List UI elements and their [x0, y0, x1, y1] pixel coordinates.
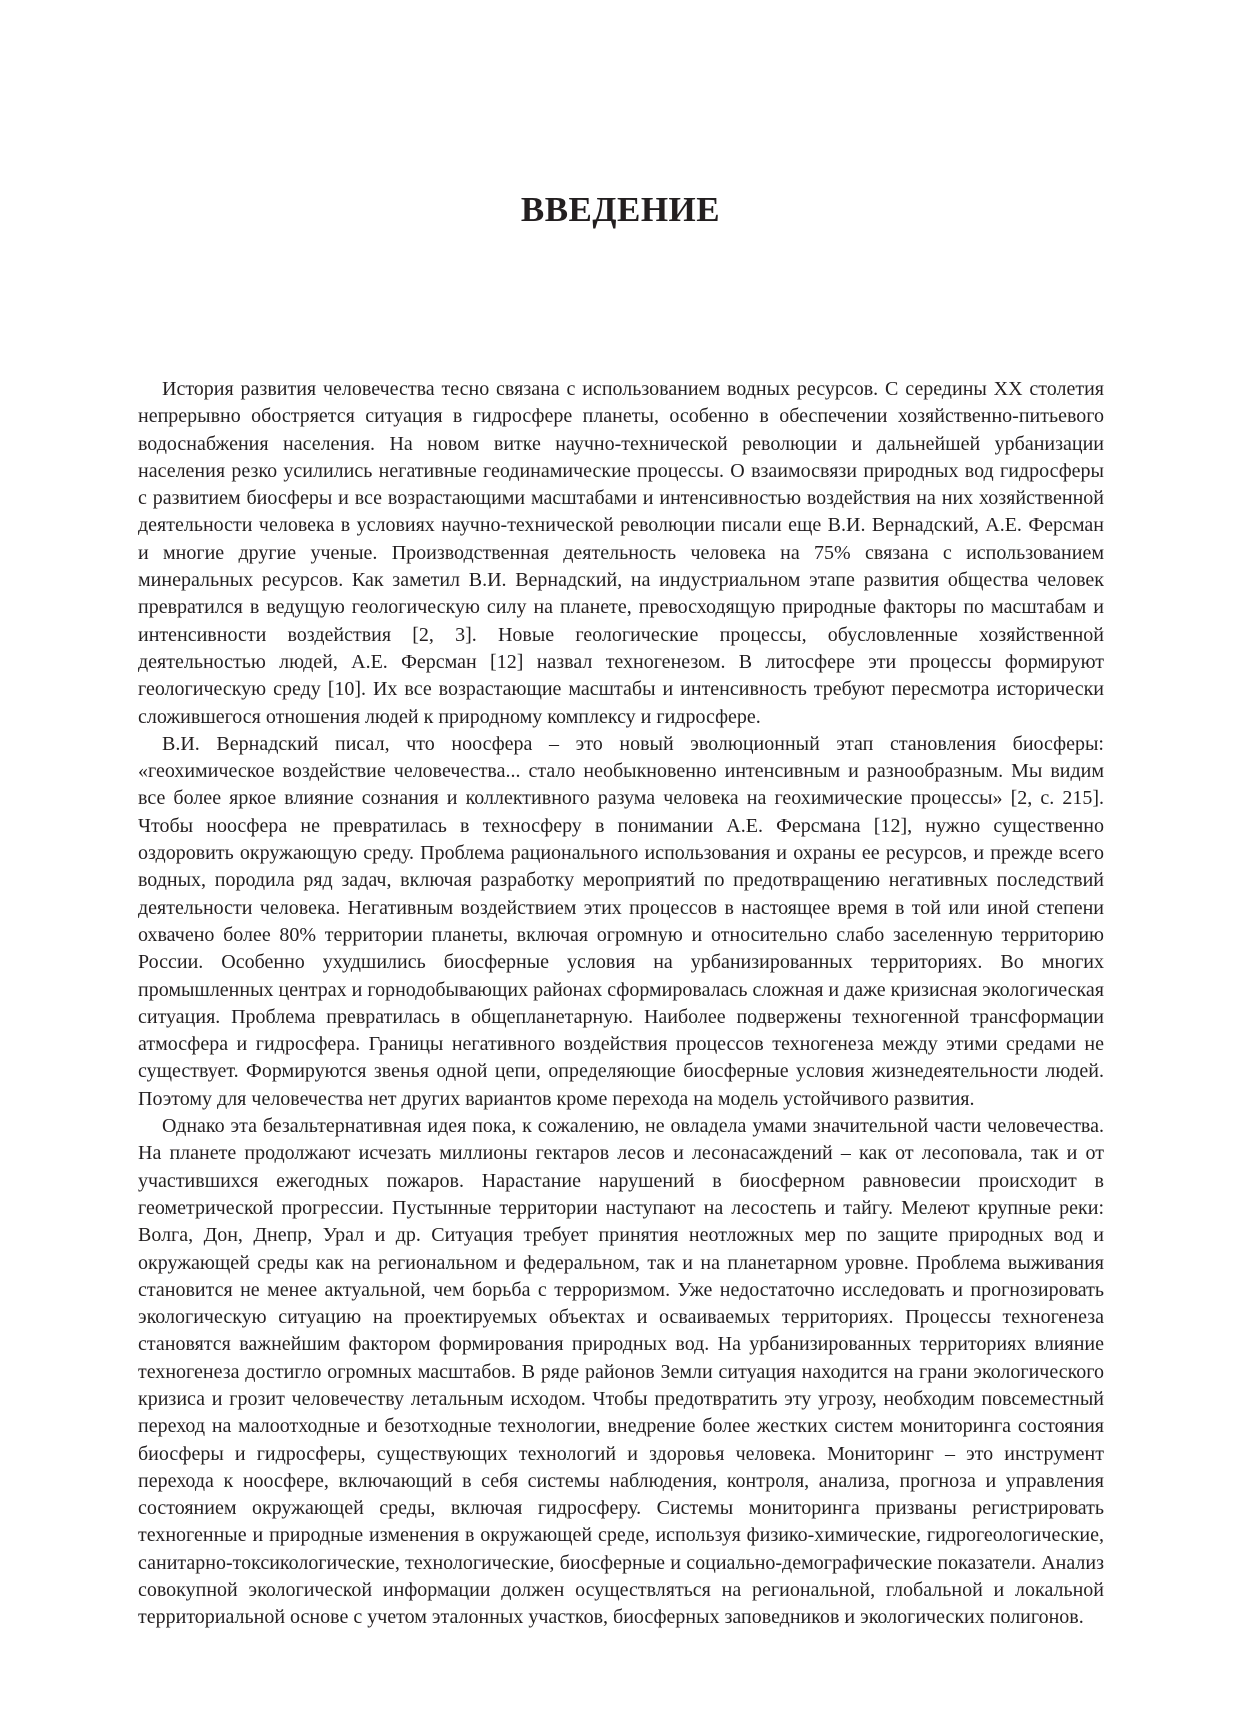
body-text [138, 376, 1104, 1632]
paragraph-3: Однако эта безальтернативная идея пока, к сожалению, не овладела умами значительной части человечества. На планете продолжают исчезать миллионы гектаров лесов и лесонасаждений – как от лесоповала, так и от участившихся ежегодных пожаров. Нарастание нарушений в биосферном равновесии происходит в геометрической прогрессии. Пустынные территории наступают на лесостепь и тайгу. Мелеют крупные реки: Волга, Дон, Днепр, Урал и др. Ситуация требует принятия неотложных мер по защите природных вод и окружающей среды как на региональном и федеральном, так и на планетарном уровне. Проблема выживания становится не менее актуальной, чем борьба с терроризмом. Уже недостаточно исследовать и прогнозировать экологическую ситуацию на проектируемых объектах и осваиваемых территориях. Процессы техногенеза становятся важнейшим фактором формирования природных вод. На урбанизированных территориях влияние техногенеза достигло огромных масштабов. В ряде районов Земли ситуация находится на грани экологического кризиса и грозит человечеству летальным исходом. Чтобы предотвратить эту угрозу, необходим повсеместный переход на малоотходные и безотходные технологии, внедрение более жестких систем мониторинга состояния биосферы и гидросферы, существующих технологий и здоровья человека. Мониторинг – это инструмент перехода к ноосфере, включающий в себя системы наблюдения, контроля, анализа, прогноза и управления состоянием окружающей среды, включая гидросферу. Системы мониторинга призваны регистрировать техногенные и природные изменения в окружающей среде, используя физико-химические, гидрогеологические, санитарно-токсикологические, технологические, биосферные и социально-демографические показатели. Анализ совокупной экологической информации должен осуществляться на региональной, глобальной и локальной территориальной основе с учетом эталонных участков, биосферных заповедников и экологических полигонов. [138, 1115, 1104, 1629]
paragraph-2: В.И. Вернадский писал, что ноосфера – это новый эволюционный этап становления биосферы: «геохимическое воздействие человечества... стало необыкновенно интенсивным и разнообразным. Мы видим все более яркое влияние сознания и коллективного разума человека на геохимические процессы» [2, с. 215]. Чтобы ноосфера не превратилась в техносферу в понимании А.Е. Ферсмана [12], нужно существенно оздоровить окружающую среду. Проблема рационального использования и охраны ее ресурсов, и прежде всего водных, породила ряд задач, включая разработку мероприятий по предотвращению негативных последствий деятельности человека. Негативным воздействием этих процессов в настоящее время в той или иной степени охвачено более 80% территории планеты, включая огромную и относительно слабо заселенную территорию России. Особенно ухудшились биосферные условия на урбанизированных территориях. Во многих промышленных центрах и горнодобывающих районах сформировалась сложная и даже кризисная экологическая ситуация. Проблема превратилась в общепланетарную. Наиболее подвержены техногенной трансформации атмосфера и гидросфера. Границы негативного воздействия процессов техногенеза между этими средами не существует. Формируются звенья одной цепи, определяющие биосферные условия жизнедеятельности людей. Поэтому для человечества нет других вариантов кроме перехода на модель устойчивого развития. [138, 732, 1105, 1110]
paragraph-1: История развития человечества тесно связана с использованием водных ресурсов. С середины XX столетия непрерывно обостряется ситуация в гидросфере планеты, особенно в обеспечении хозяйственно-питьевого водоснабжения населения. На новом витке научно-технической революции и дальнейшей урбанизации населения резко усилились негативные геодинамические процессы. О взаимосвязи природных вод гидросферы с развитием биосферы и все возрастающими масштабами и интенсивностью воздействия на них хозяйственной деятельности человека в условиях научно-технической революции писали еще В.И. Вернадский, А.Е. Ферсман и многие другие ученые. Производственная деятельность человека на 75% связана с использованием минеральных ресурсов. Как заметил В.И. Вернадский, на индустриальном этапе развития общества человек превратился в ведущую геологическую силу на планете, превосходящую природные факторы по масштабам и интенсивности воздействия [2, 3]. Новые геологические процессы, обусловленные хозяйственной деятельностью людей, А.Е. Ферсман [12] назвал техногенезом. В литосфере эти процессы формируют геологическую среду [10]. Их все возрастающие масштабы и интенсивность требуют пересмотра исторически сложившегося отношения людей к природному комплексу и гидросфере. [138, 378, 1104, 728]
page-title: ВВЕДЕНИЕ [520, 190, 721, 229]
